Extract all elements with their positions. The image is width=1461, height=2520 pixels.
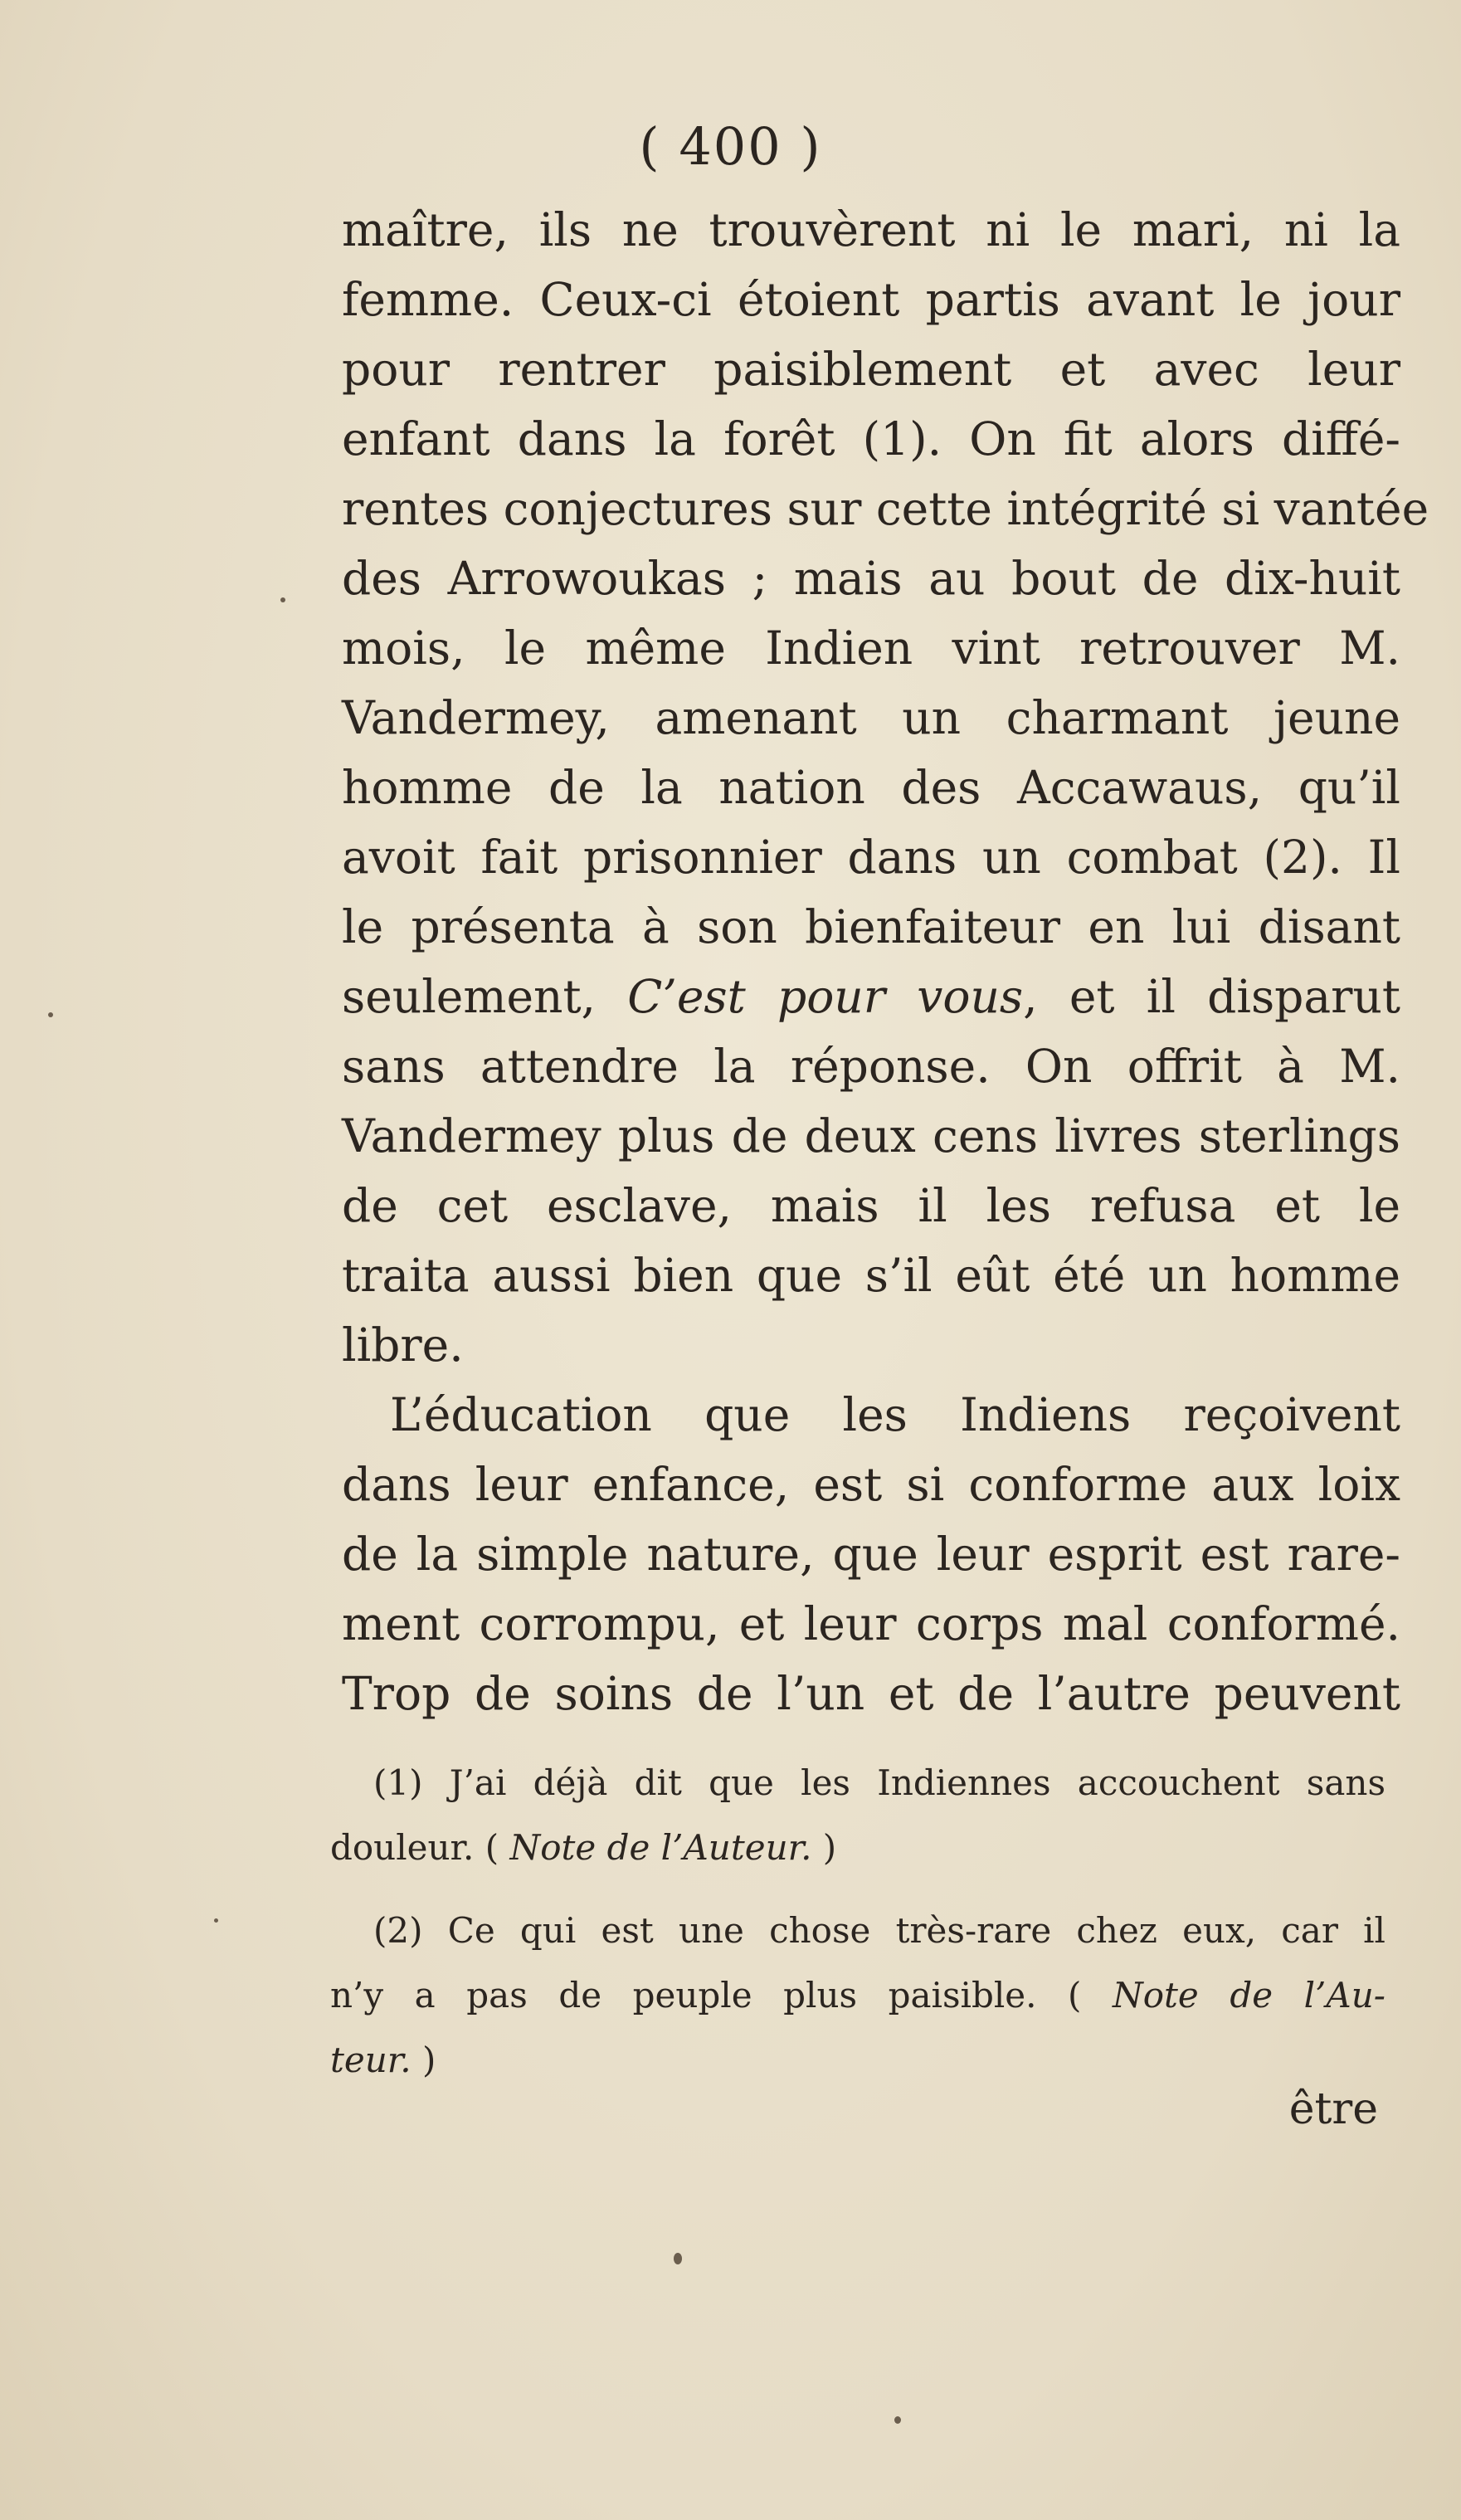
body-text-run: seulement, xyxy=(342,970,628,1023)
footnote-text-run: ) xyxy=(411,2040,436,2080)
footnote-spacer xyxy=(330,1880,1386,1899)
footnote-2 xyxy=(330,1899,1386,2093)
paper-speck xyxy=(674,2253,682,2264)
body-line: homme de la nation des Accawaus, qu’il xyxy=(342,761,1400,814)
footnote-line-with-italic xyxy=(330,1816,1386,1880)
paper-speck xyxy=(48,1012,53,1017)
paper-speck xyxy=(214,1918,218,1923)
italic-quote: C’est pour vous xyxy=(627,970,1024,1023)
body-line: le présenta à son bienfaiteur en lui disant xyxy=(342,900,1400,953)
body-line: Vandermey plus de deux cens livres sterlings xyxy=(342,1109,1400,1163)
body-text xyxy=(342,195,1429,1728)
body-line: ment corrompu, et leur corps mal conformé. xyxy=(342,1597,1400,1650)
body-line: maître, ils ne trouvèrent ni le mari, ni la xyxy=(342,203,1400,256)
page-number: ( 400 ) xyxy=(639,116,822,177)
paper-speck xyxy=(894,2416,901,2424)
body-line: mois, le même Indien vint retrouver M. xyxy=(342,621,1400,675)
paragraph-start-line: L’éducation que les Indiens reçoivent xyxy=(390,1388,1400,1441)
body-line: traita aussi bien que s’il eût été un homme xyxy=(342,1249,1400,1302)
body-line: sans attendre la réponse. On offrit à M. xyxy=(342,1040,1400,1093)
body-line: Trop de soins de l’un et de l’autre peuvent xyxy=(342,1667,1400,1720)
footnote-attribution: teur. xyxy=(330,2040,412,2080)
body-line: pour rentrer paisiblement et avec leur xyxy=(342,343,1400,396)
footnote-1 xyxy=(330,1751,1386,1880)
paper-speck xyxy=(280,597,285,602)
footnote-line: (1) J’ai déjà dit que les Indiennes accouchent sans xyxy=(373,1762,1386,1803)
body-line: de la simple nature, que leur esprit est rare- xyxy=(342,1528,1400,1581)
body-line: femme. Ceux-ci étoient partis avant le jour xyxy=(342,273,1400,326)
paragraph-end-line: libre. xyxy=(342,1318,464,1372)
body-line: de cet esclave, mais il les refusa et le xyxy=(342,1179,1400,1232)
body-line: rentes conjectures sur cette intégrité si vantée xyxy=(342,482,1429,535)
catchword: être xyxy=(1288,2084,1378,2134)
body-line: avoit fait prisonnier dans un combat (2). Il xyxy=(342,831,1400,884)
body-line-with-italic xyxy=(342,962,1400,1031)
footnote-attribution: Note de l’Au- xyxy=(1113,1975,1386,2016)
footnote-text-run: douleur. ( xyxy=(330,1827,510,1868)
body-line: Vandermey, amenant un charmant jeune xyxy=(342,691,1400,744)
body-line: des Arrowoukas ; mais au bout de dix-huit xyxy=(342,552,1400,605)
body-line: dans leur enfance, est si conforme aux loix xyxy=(342,1458,1400,1511)
body-text-run: , et il disparut xyxy=(1023,970,1400,1023)
footnote-attribution: Note de l’Auteur. xyxy=(509,1827,812,1868)
footnote-text-run: ) xyxy=(811,1827,837,1868)
footnote-line-with-italic xyxy=(330,1963,1386,2028)
footnotes xyxy=(330,1751,1386,2093)
footnote-text-run: n’y a pas de peuple plus paisible. ( xyxy=(330,1975,1113,2016)
body-line: enfant dans la forêt (1). On fit alors diffé- xyxy=(342,412,1400,465)
footnote-line-with-italic xyxy=(330,2028,1386,2093)
footnote-line: (2) Ce qui est une chose très-rare chez eux, car il xyxy=(373,1910,1386,1951)
